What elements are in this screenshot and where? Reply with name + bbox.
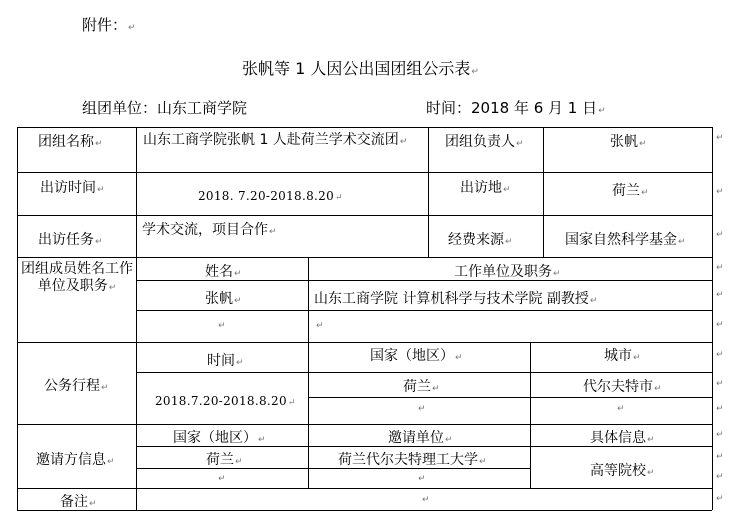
publish-time-label: 时间： (426, 99, 472, 117)
organizing-unit-value: 山东工商学院 (157, 99, 248, 117)
invite-header-country: 国家（地区）↵ (173, 430, 266, 446)
row-end-mark: ↵ (716, 263, 724, 273)
member-unit: 山东工商学院 计算机科学与技术学院 副教授↵ (314, 291, 598, 307)
leader-value: 张帆↵ (610, 134, 647, 150)
row-end-mark: ↵ (716, 290, 724, 300)
invite-header-info: 具体信息↵ (590, 430, 655, 446)
row-end-mark: ↵ (716, 350, 724, 360)
member-name: 张帆↵ (205, 291, 242, 307)
members-header-unit: 工作单位及职务↵ (454, 264, 561, 280)
empty-cell-mark: ↵ (617, 404, 625, 414)
row-end-mark: ↵ (716, 230, 724, 240)
invite-country-value: 荷兰↵ (206, 452, 243, 468)
row-end-mark: ↵ (716, 472, 724, 482)
empty-cell-mark: ↵ (418, 404, 426, 414)
remarks-label: 备注↵ (60, 494, 97, 510)
itinerary-time-value: 2018.7.20-2018.8.20↵ (155, 394, 296, 408)
invite-unit-value: 荷兰代尔夫特理工大学↵ (338, 452, 487, 468)
itinerary-city-value: 代尔夫特市↵ (583, 379, 662, 395)
leader-label: 团组负责人↵ (445, 134, 524, 150)
publish-time-value: 2018 年 6 月 1 日 (471, 99, 598, 117)
members-label: 团组成员姓名工作单位及职务↵ (21, 261, 133, 294)
funding-value: 国家自然科学基金↵ (565, 232, 686, 248)
row-end-mark: ↵ (716, 320, 724, 330)
visit-time-value: 2018. 7.20-2018.8.20↵ (198, 189, 343, 203)
invite-info-value: 高等院校↵ (590, 463, 655, 479)
organizing-unit (82, 97, 247, 118)
group-name-value: 山东工商学院张帆 1 人赴荷兰学术交流团↵ (143, 132, 408, 148)
funding-label: 经费来源↵ (448, 232, 513, 248)
itinerary-country-value: 荷兰↵ (403, 379, 440, 395)
page-title: 张帆等 1 人因公出国团组公示表↵ (242, 59, 479, 78)
row-end-mark: ↵ (716, 452, 724, 462)
attachment-label: 附件：↵ (82, 16, 136, 34)
empty-cell-mark: ↵ (418, 474, 426, 484)
row-end-mark: ↵ (716, 430, 724, 440)
task-label: 出访任务↵ (38, 232, 103, 248)
row-end-mark: ↵ (716, 379, 724, 389)
row-end-mark: ↵ (716, 494, 724, 504)
itinerary-header-city: 城市↵ (604, 348, 641, 364)
row-end-mark: ↵ (716, 133, 724, 143)
empty-cell-mark: ↵ (218, 474, 226, 484)
empty-cell-mark: ↵ (218, 321, 226, 331)
empty-cell-mark: ↵ (422, 495, 430, 505)
row-end-mark: ↵ (716, 187, 724, 197)
members-header-name: 姓名↵ (205, 264, 242, 280)
group-name-label: 团组名称↵ (38, 134, 103, 150)
visit-time-label: 出访时间↵ (40, 180, 105, 196)
itinerary-label: 公务行程↵ (44, 378, 109, 394)
row-end-mark: ↵ (716, 404, 724, 414)
visit-place-value: 荷兰↵ (612, 183, 649, 199)
itinerary-header-country: 国家（地区）↵ (370, 348, 463, 364)
empty-cell-mark: ↵ (316, 321, 324, 331)
invite-header-unit: 邀请单位↵ (388, 430, 453, 446)
invite-label: 邀请方信息↵ (36, 452, 115, 468)
itinerary-header-time: 时间↵ (207, 353, 244, 369)
task-value: 学术交流，项目合作↵ (142, 222, 277, 238)
visit-place-label: 出访地↵ (460, 180, 511, 196)
organizing-unit-label: 组团单位： (82, 99, 158, 117)
publish-time: 时间：2018 年 6 月 1 日↵ (426, 99, 606, 117)
